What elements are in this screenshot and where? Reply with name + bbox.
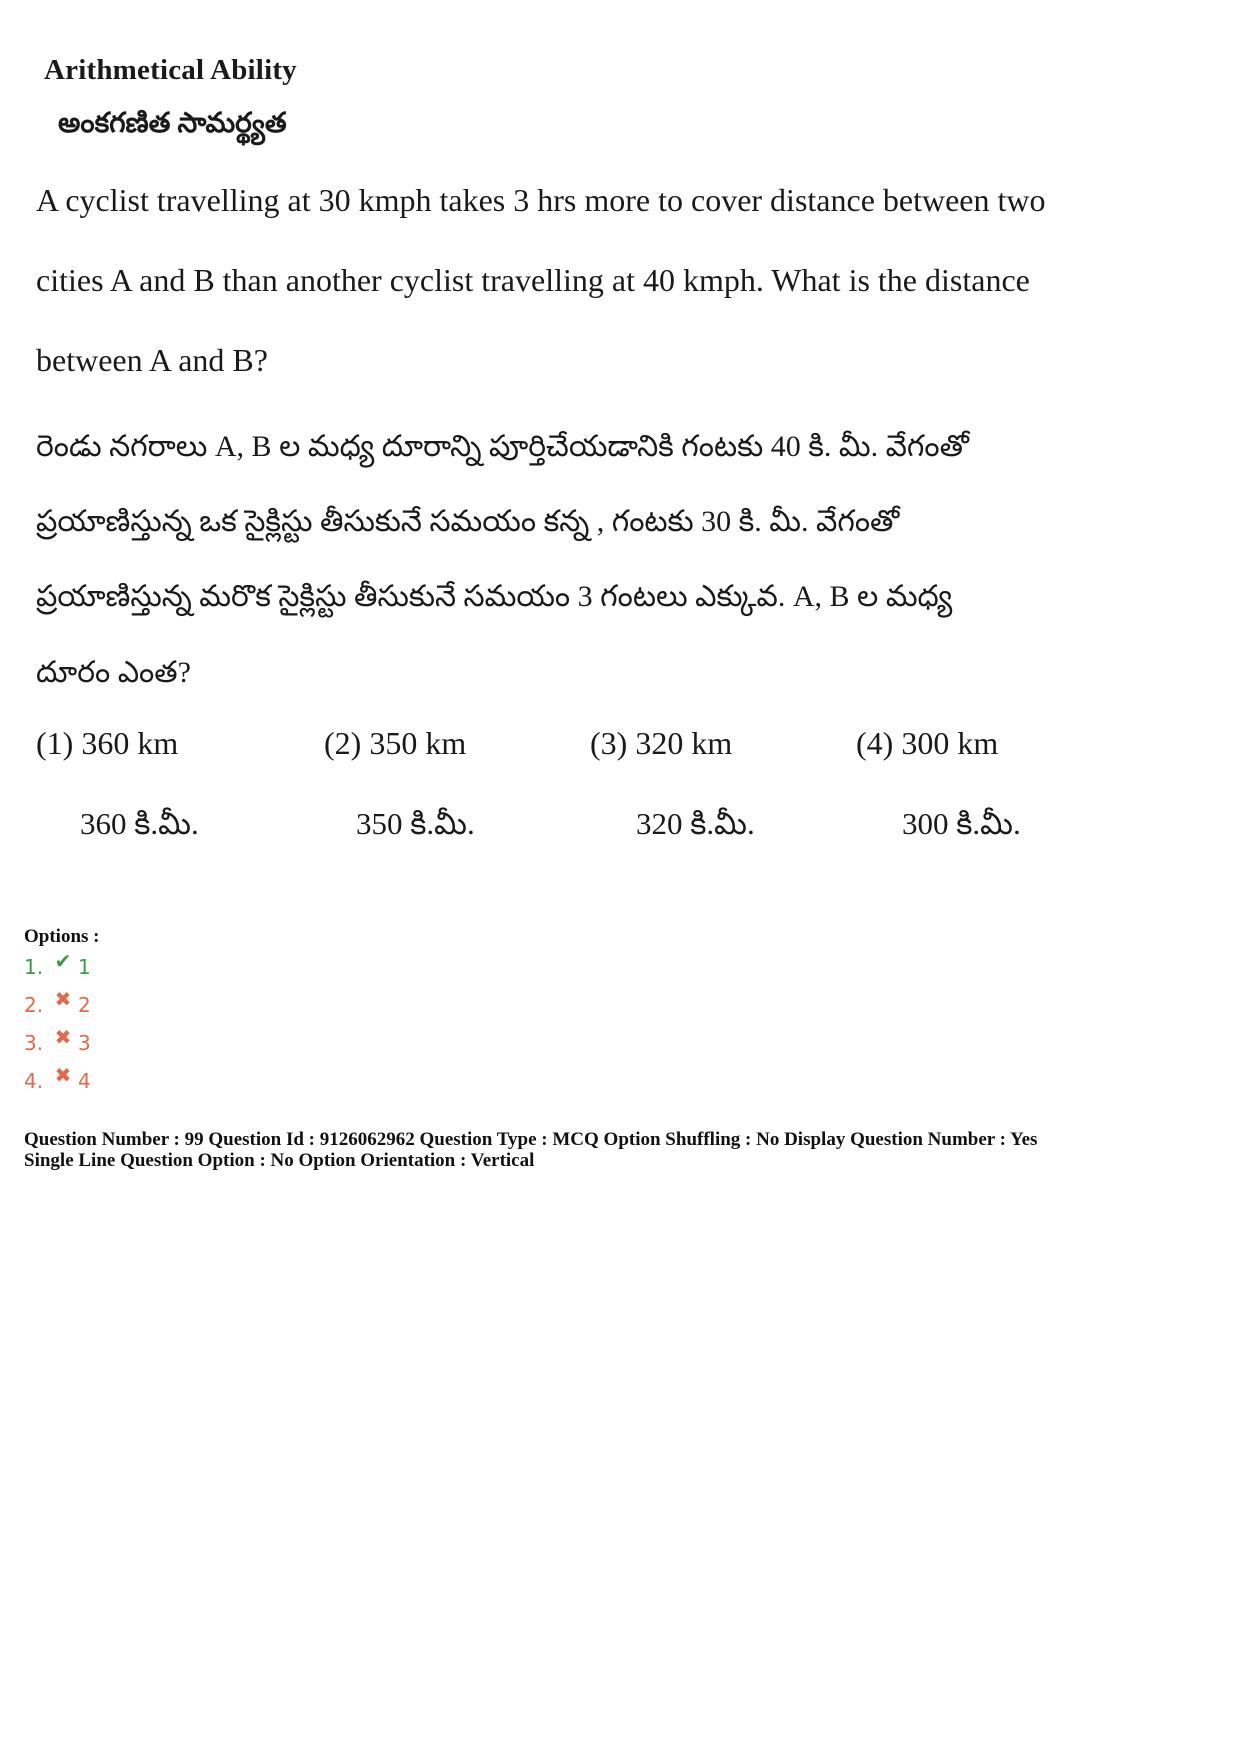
option-row-4 xyxy=(24,1063,91,1093)
option-number: 1. xyxy=(24,955,44,979)
choice-3-english: (3) 320 km xyxy=(590,725,733,761)
choice-1-telugu: 360 కి.మీ. xyxy=(80,806,199,841)
question-text-telugu-line-4: దూరం ఎంత? xyxy=(36,656,191,689)
question-meta-line-2: Single Line Question Option : No Option Orientation : Vertical xyxy=(24,1150,535,1171)
check-icon: ✔ xyxy=(54,949,72,973)
choice-2-telugu: 350 కి.మీ. xyxy=(356,806,475,841)
cross-icon: ✖ xyxy=(54,1025,72,1049)
question-text-english-line-1: A cyclist travelling at 30 kmph takes 3 hrs more to cover distance between two xyxy=(36,182,1046,218)
question-meta-line-1: Question Number : 99 Question Id : 9126062962 Question Type : MCQ Option Shuffling : No Display Question Number : Yes xyxy=(24,1129,1038,1150)
options-label: Options : xyxy=(24,926,100,947)
choice-4-english: (4) 300 km xyxy=(856,725,999,761)
option-number: 2. xyxy=(24,993,44,1017)
option-value: 3 xyxy=(78,1031,91,1055)
option-row-1 xyxy=(24,949,91,979)
question-text-telugu-line-3: ప్రయాణిస్తున్న మరొక సైక్లిస్టు తీసుకునే సమయం 3 గంటలు ఎక్కువ. A, B ల మధ్య xyxy=(36,580,953,613)
option-row-3 xyxy=(24,1025,91,1055)
option-value: 2 xyxy=(78,993,91,1017)
question-text-telugu-line-1: రెండు నగరాలు A, B ల మధ్య దూరాన్ని పూర్తిచేయడానికి గంటకు 40 కి. మీ. వేగంతో xyxy=(36,430,969,463)
choice-3-telugu: 320 కి.మీ. xyxy=(636,806,755,841)
choice-4-telugu: 300 కి.మీ. xyxy=(902,806,1021,841)
choice-1-english: (1) 360 km xyxy=(36,725,179,761)
cross-icon: ✖ xyxy=(54,1063,72,1087)
section-title: Arithmetical Ability xyxy=(44,54,297,86)
question-text-english-line-3: between A and B? xyxy=(36,342,268,378)
question-text-english-line-2: cities A and B than another cyclist travelling at 40 kmph. What is the distance xyxy=(36,262,1030,298)
cross-icon: ✖ xyxy=(54,987,72,1011)
choice-2-english: (2) 350 km xyxy=(324,725,467,761)
option-value: 1 xyxy=(78,955,91,979)
option-number: 3. xyxy=(24,1031,44,1055)
option-row-2 xyxy=(24,987,91,1017)
option-number: 4. xyxy=(24,1069,44,1093)
option-value: 4 xyxy=(78,1069,91,1093)
section-title-telugu: అంకగణిత సామర్థ్యత xyxy=(58,108,287,139)
question-text-telugu-line-2: ప్రయాణిస్తున్న ఒక సైక్లిస్టు తీసుకునే సమయం కన్న , గంటకు 30 కి. మీ. వేగంతో xyxy=(36,505,900,538)
